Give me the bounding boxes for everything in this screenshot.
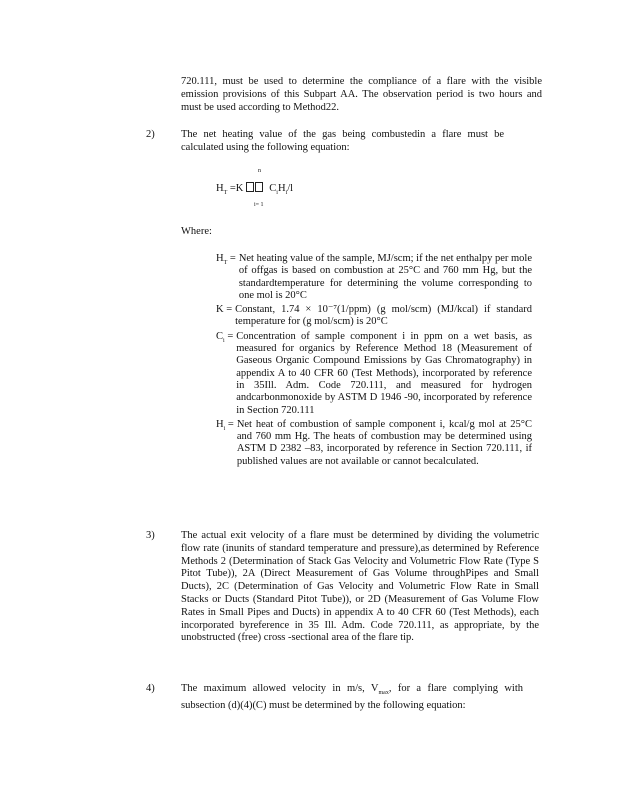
- equation-term-end: /l: [287, 183, 294, 194]
- item-4-text: The maximum allowed velocity in m/s, $V_{max}$, for a flare complying with subsection (d)(4)(C) must be determined by the following equation:: [181, 683, 523, 711]
- definition-text: Constant, 1.74 × 10⁻⁷(1/ppm) (g mol/scm) (MJ/kcal) if standard temperature for (g mol/scm) is 20°C: [235, 304, 532, 328]
- equation-main: [216, 182, 293, 196]
- equation-term2: H: [277, 183, 286, 194]
- definition-item: [216, 331, 532, 417]
- item-2-paragraph: [181, 129, 504, 155]
- definition-text: Concentration of sample component i in ppm on a wet basis, as measured for organics by Reference Method 18 (Measurement of Gaseous Organic Compound Emissions by Gas Chromatography) in appendix A to 40 CFR 60 (Test Methods), incorporated by reference in 35Ill. Adm. Code 720.111, and measured for hydrogen andcarbonmonoxide by ASTM D 1946 -90, incorporated by reference in Section 720.111: [236, 330, 532, 416]
- equation-lhs-sub: T: [223, 190, 228, 197]
- sum-upper-limit: n: [258, 168, 261, 174]
- equation-equals-k: =K: [227, 183, 244, 194]
- definition-item: [216, 253, 532, 302]
- item-3-number: 3): [146, 530, 155, 541]
- sum-symbol-icon: [255, 182, 263, 192]
- intro-paragraph: [181, 76, 542, 114]
- sum-lower-limit: i= 1: [254, 202, 264, 208]
- item-3-text: The actual exit velocity of a flare must be determined by dividing the volumetric flow rate (inunits of standard temperature and pressure),as determined by Reference Methods 2 (Determination of Stack Gas Velocity and Volumetric Flow Rate (Type S Pitot Tube)), 2A (Direct Measurement of Gas Volume throughPipes and Small Ducts), 2C (Determination of Gas Velocity and Volumetric Flow Rate in Small Stacks or Ducts (Standard Pitot Tube)), or 2D (Measurement of Gas Volume Flow Rates in Small Pipes and Ducts) in appendix A to 40 CFR 60 (Test Methods), each incorporated byreference in 35 Ill. Adm. Code 720.111, as appropriate, by the unobstructed (free) cross -sectional area of the flare tip.: [181, 530, 539, 644]
- item-2-text: The net heating value of the gas being combustedin a flare must be calculated using the following equation:: [181, 129, 504, 153]
- item-4-number: 4): [146, 683, 155, 694]
- definition-symbol: $C_i$ =: [216, 330, 234, 344]
- equation-term-sub: i: [276, 190, 278, 197]
- definition-symbol: $H_i$ =: [216, 418, 234, 432]
- equation-term2-sub: i: [285, 190, 288, 197]
- where-label: Where:: [181, 226, 212, 237]
- sum-symbol-icon: [246, 182, 254, 192]
- definition-text: Net heat of combustion of sample component i, kcal/g mol at 25°C and 760 mm Hg. The heats of combustion may be determined using ASTM D 2382 –83, incorporated by reference in Section 720.111, if published values are not available or cannot becalculated.: [236, 418, 532, 467]
- equation-term: C: [269, 183, 277, 194]
- intro-text: 720.111, must be used to determine the compliance of a flare with the visible emission provisions of this Subpart AA. The observation period is two hours and must be used according to Method22.: [181, 76, 542, 113]
- definition-symbol: K =: [216, 304, 233, 316]
- item-4-paragraph: [181, 683, 523, 713]
- net-heating-equation: [216, 168, 376, 212]
- equation-lhs: H: [216, 183, 224, 194]
- definition-item: [216, 304, 532, 329]
- definition-text: Net heating value of the sample, MJ/scm; if the net enthalpy per mole of offgas is based on combustion at 25°C and 760 mm Hg, but the standardtemperature for determining the volume corresponding to one mol is 20°C: [238, 253, 532, 301]
- definition-item: [216, 419, 532, 468]
- definitions-list: [216, 253, 532, 468]
- item-2-number: 2): [146, 129, 155, 140]
- definition-symbol: $H_T$ =: [216, 253, 236, 267]
- item-3-paragraph: [181, 530, 539, 645]
